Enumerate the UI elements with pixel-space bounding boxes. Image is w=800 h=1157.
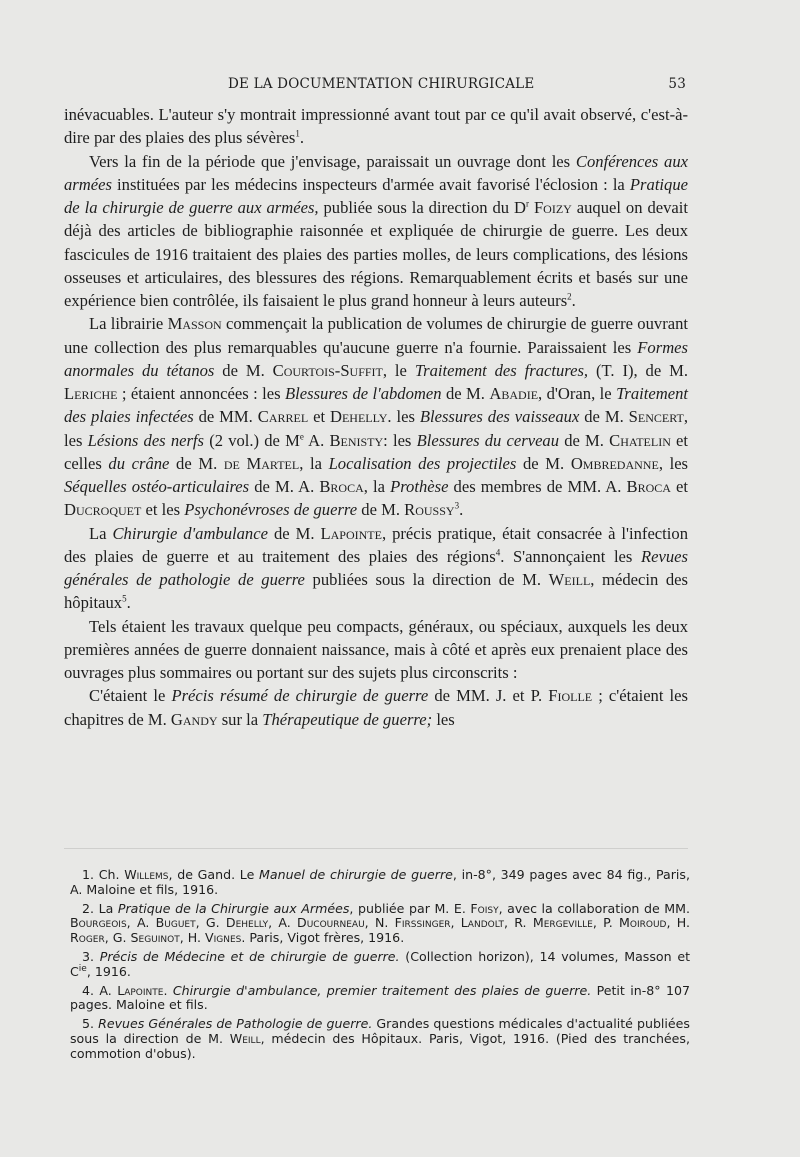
footnote-ref-1[interactable]: 1 (295, 128, 300, 139)
paragraph-5: Tels étaient les travaux quelque peu compacts, généraux, ou spéciaux, auxquels les deux premières années de guerre donnaient naissance, mais à côté et après eux prenaient place des ouvrages plus sommaires ou portant sur des sujets plus circonscrits : (64, 616, 688, 682)
footnote-5: 5. Revues Générales de Pathologie de guerre. Grandes questions médicales d'actualité publiées sous la direction de M. Weill, médecin des Hôpitaux. Paris, Vigot, 1916. (Pied des tranchées, commotion d'obus). (70, 1016, 690, 1061)
paragraph-4: La Chirurgie d'ambulance de M. Lapointe, précis pratique, était consacrée à l'infection des plaies de guerre et au traitement des plaies des régions$^4$. S'annonçaient les Revues générales de pathologie de guerre publiées sous la direction de M. Weill, médecin des hôpitaux$^5$. (64, 523, 688, 613)
footnote-ref-5[interactable]: 5 (122, 593, 127, 604)
paragraph-2: Vers la fin de la période que j'envisage, paraissait un ouvrage dont les Conférences aux armées instituées par les médecins inspecteurs d'armée avait favorisé l'éclosion : la Pratique de la chirurgie de guerre aux armées, publiée sous la direction du $D^r$ Foizy auquel on devait déjà des articles de bibliographie raisonnée et expliquée de chirurgie de guerre. Les deux fascicules de 1916 traitaient des plaies des parties molles, de leurs complications, des lésions osseuses et articulaires, des blessures des régions. Remarquablement écrits et basés sur une expérience bien contrôlée, ils faisaient le plus grand honneur à leurs auteurs$^2$. (64, 151, 688, 310)
footnote-3: 3. Précis de Médecine et de chirurgie de guerre. (Collection horizon), 14 volumes, Masson et $C^{ie}$, 1916. (70, 948, 691, 979)
footnote-ref-4[interactable]: 4 (495, 547, 501, 558)
paragraph-6: C'étaient le Précis résumé de chirurgie de guerre de MM. J. et P. Fiolle ; c'étaient les chapitres de M. Gandy sur la Thérapeutique de guerre; les (64, 686, 688, 729)
footnote-divider (64, 848, 688, 849)
footnote-1: 1. Ch. Willems, de Gand. Le Manuel de chirurgie de guerre, in-8°, 349 pages avec 84 fig., Paris, A. Maloine et fils, 1916. (70, 867, 690, 897)
paragraph-1: inévacuables. L'auteur s'y montrait impressionné avant tout par ce qu'il avait observé, c'est-à-dire par des plaies des plus sévères$^1$. (64, 105, 688, 148)
footnote-ref-3[interactable]: 3 (454, 500, 460, 511)
paragraph-3: La librairie Masson commençait la publication de volumes de chirurgie de guerre ouvrant une collection des plus remarquables qu'aucune guerre n'a fournie. Paraissaient les Formes anormales du tétanos de M. Courtois-Suffit, le Traitement des fractures, (T. I), de M. Leriche ; étaient annoncées : les Blessures de l'abdomen de M. Abadie, d'Oran, le Traitement des plaies infectées de MM. Carrel et Dehelly. les Blessures des vaisseaux de M. Sencert, les Lésions des nerfs (2 vol.) de Me A. Benisty: les Blessures du cerveau de M. Chatelin et celles du crâne de M. de Martel, la Localisation des projectiles de M. Ombredanne, les Séquelles ostéo-articulaires de M. A. Broca, la Prothèse des membres de MM. A. Broca et Ducroquet et les Psychonévroses de guerre de M. Roussy$^3$. (64, 314, 689, 520)
footnote-4: 4. A. Lapointe. Chirurgie d'ambulance, premier traitement des plaies de guerre. Petit in-8° 107 pages. Maloine et fils. (70, 982, 691, 1013)
footnote-ref-2[interactable]: 2 (567, 291, 572, 302)
page-number: 53 (668, 76, 686, 92)
footnotes (70, 868, 690, 1066)
footnote-2: 2. La Pratique de la Chirurgie aux Armées, publiée par M. E. Foisy, avec la collaboration de MM. Bourgeois, A. Buguet, G. Dehelly, A. Ducourneau, N. Firssinger, Landolt, R. Mergeville, P. Moiroud, H. Roger, G. Seguinot, H. Vignes. Paris, Vigot frères, 1916. (70, 900, 690, 945)
running-title: DE LA DOCUMENTATION CHIRURGICALE (228, 76, 535, 92)
running-header (228, 76, 686, 92)
main-text (64, 103, 688, 731)
